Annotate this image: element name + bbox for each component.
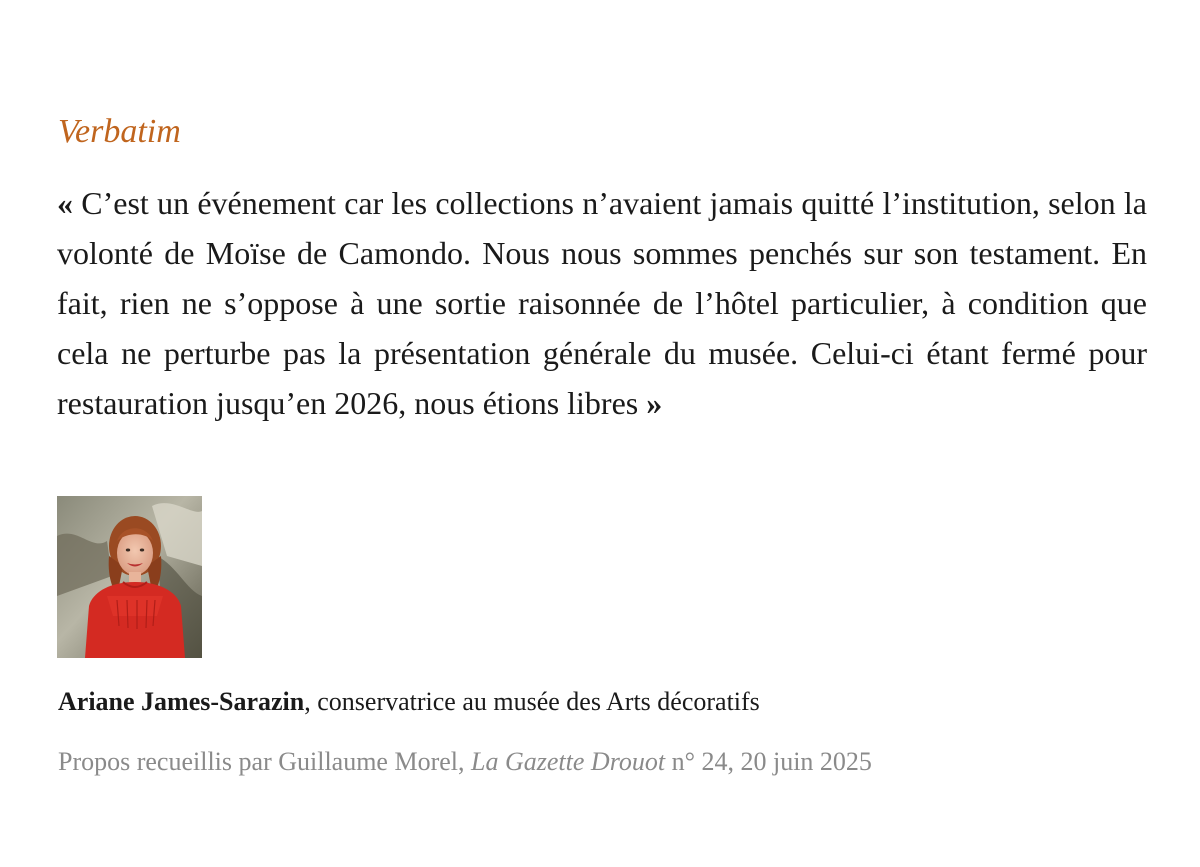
quote-close-mark: » — [646, 385, 663, 421]
attribution-line — [58, 684, 760, 720]
publication-name: La Gazette Drouot — [471, 747, 666, 776]
credit-prefix: Propos recueillis par Guillaume Morel, — [58, 747, 472, 776]
portrait-illustration — [57, 496, 202, 658]
verbatim-card — [57, 0, 1147, 867]
interviewee-role: , conservatrice au musée des Arts décoratifs — [304, 687, 760, 716]
issue-info: n° 24, 20 juin 2025 — [665, 747, 872, 776]
source-credit — [58, 744, 872, 780]
quote-block — [57, 178, 1147, 428]
section-kicker: Verbatim — [58, 113, 181, 150]
portrait-photo — [57, 496, 202, 658]
quote-text: C’est un événement car les collections n’avaient jamais quitté l’institution, selon la volonté de Moïse de Camondo. Nous nous sommes penchés sur son testament. En fait, rien ne s’oppose à une sortie raisonnée de l’hôtel particulier, à condition que cela ne perturbe pas la présentation générale du musée. Celui-ci étant fermé pour restauration jusqu’en 2026, nous étions libres — [57, 185, 1147, 421]
quote-open-mark: « — [57, 185, 73, 221]
interviewee-name: Ariane James-Sarazin — [58, 687, 305, 716]
